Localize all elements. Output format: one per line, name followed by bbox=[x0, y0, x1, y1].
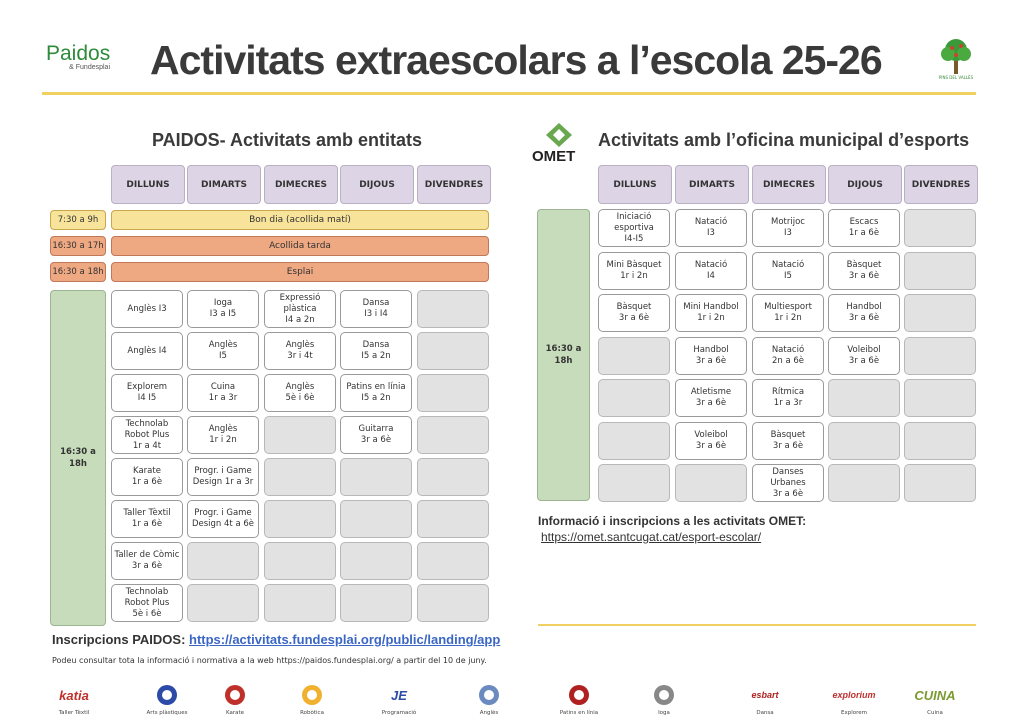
paidos-activity-cell: Technolab Robot Plus 5è i 6è bbox=[111, 584, 183, 622]
sponsor-logo bbox=[735, 683, 795, 723]
paidos-activity-cell: Progr. i Game Design 1r a 3r bbox=[187, 458, 259, 496]
sponsor-caption: Ioga bbox=[658, 710, 670, 716]
omet-empty-slot bbox=[828, 464, 900, 502]
paidos-empty-slot bbox=[264, 416, 336, 454]
paidos-time-label: 16:30 a 18h bbox=[50, 262, 106, 282]
paidos-empty-slot bbox=[417, 374, 489, 412]
paidos-empty-slot bbox=[340, 458, 412, 496]
sponsor-emblem-icon bbox=[653, 684, 675, 706]
paidos-activity-cell: Anglès I4 bbox=[111, 332, 183, 370]
sponsor-caption: Programació bbox=[381, 710, 417, 716]
sponsor-emblem-icon bbox=[568, 684, 590, 706]
paidos-time-label: 16:30 a 17h bbox=[50, 236, 106, 256]
sponsor-caption: Anglès bbox=[479, 710, 499, 716]
omet-empty-slot bbox=[904, 209, 976, 247]
paidos-section-title: PAIDOS- Activitats amb entitats bbox=[152, 130, 423, 150]
paidos-day-header: DIVENDRES bbox=[417, 165, 491, 204]
paidos-empty-slot bbox=[340, 542, 412, 580]
sponsor-emblem-icon bbox=[301, 684, 323, 706]
sponsor-logo-icon bbox=[459, 683, 519, 707]
paidos-slot-bar: Bon dia (acollida matí) bbox=[111, 210, 489, 230]
sponsor-logo-icon bbox=[824, 683, 884, 707]
paidos-activity-cell: Cuina 1r a 3r bbox=[187, 374, 259, 412]
paidos-day-header: DIJOUS bbox=[340, 165, 414, 204]
omet-activity-cell: Handbol 3r a 6è bbox=[828, 294, 900, 332]
paidos-activity-cell: Anglès I5 bbox=[187, 332, 259, 370]
omet-info-label: Informació i inscripcions a les activitats OMET: bbox=[538, 514, 807, 528]
paidos-empty-slot bbox=[264, 500, 336, 538]
school-tree-logo bbox=[934, 36, 978, 84]
sponsor-logo-icon bbox=[44, 683, 104, 707]
omet-activity-cell: Mini Bàsquet 1r i 2n bbox=[598, 252, 670, 290]
omet-empty-slot bbox=[904, 294, 976, 332]
paidos-empty-slot bbox=[417, 584, 489, 622]
omet-day-header: DIMECRES bbox=[752, 165, 826, 204]
paidos-activity-cell: Guitarra 3r a 6è bbox=[340, 416, 412, 454]
sponsor-logo bbox=[824, 683, 884, 723]
omet-activity-cell: Iniciació esportiva I4-I5 bbox=[598, 209, 670, 247]
paidos-info-note: Podeu consultar tota la informació i normativa a la web https://paidos.fundesplai.org/ a partir del 10 de juny. bbox=[52, 656, 487, 665]
sponsor-logo-icon bbox=[137, 683, 197, 707]
paidos-activity-cell: Dansa I5 a 2n bbox=[340, 332, 412, 370]
omet-empty-slot bbox=[598, 464, 670, 502]
sponsor-logo-icon bbox=[369, 683, 429, 707]
omet-empty-slot bbox=[598, 337, 670, 375]
paidos-empty-slot bbox=[187, 542, 259, 580]
paidos-activity-cell: Taller Tèxtil 1r a 6è bbox=[111, 500, 183, 538]
omet-activity-cell: Mini Handbol 1r i 2n bbox=[675, 294, 747, 332]
paidos-activity-cell: Anglès 3r i 4t bbox=[264, 332, 336, 370]
paidos-logo-text: Paidos bbox=[46, 42, 111, 65]
omet-logo bbox=[530, 122, 584, 166]
omet-empty-slot bbox=[675, 464, 747, 502]
omet-activity-cell: Rítmica 1r a 3r bbox=[752, 379, 824, 417]
omet-empty-slot bbox=[828, 379, 900, 417]
omet-logo-text: OMET bbox=[532, 148, 576, 165]
omet-day-header: DILLUNS bbox=[598, 165, 672, 204]
omet-empty-slot bbox=[904, 337, 976, 375]
omet-block-time: 16:30 a 18h bbox=[537, 209, 590, 501]
paidos-time-label: 7:30 a 9h bbox=[50, 210, 106, 230]
paidos-activity-cell: Anglès 5è i 6è bbox=[264, 374, 336, 412]
paidos-activity-cell: Dansa I3 i I4 bbox=[340, 290, 412, 328]
paidos-empty-slot bbox=[264, 458, 336, 496]
paidos-empty-slot bbox=[187, 584, 259, 622]
omet-activity-cell: Voleibol 3r a 6è bbox=[828, 337, 900, 375]
page-title: Activitats extraescolars a l’escola 25-26 bbox=[150, 37, 882, 83]
paidos-slot-bar: Acollida tarda bbox=[111, 236, 489, 256]
paidos-activity-cell: Progr. i Game Design 4t a 6è bbox=[187, 500, 259, 538]
paidos-activity-cell: Karate 1r a 6è bbox=[111, 458, 183, 496]
sponsor-logo bbox=[205, 683, 265, 723]
sponsor-caption: Karate bbox=[225, 710, 245, 716]
omet-activity-cell: Handbol 3r a 6è bbox=[675, 337, 747, 375]
paidos-activity-cell: Ioga I3 a I5 bbox=[187, 290, 259, 328]
sponsor-emblem-icon bbox=[224, 684, 246, 706]
omet-activity-cell: Motrijoc I3 bbox=[752, 209, 824, 247]
omet-empty-slot bbox=[904, 379, 976, 417]
paidos-activity-cell: Technolab Robot Plus 1r a 4t bbox=[111, 416, 183, 454]
title-divider bbox=[42, 92, 976, 95]
paidos-block-time: 16:30 a 18h bbox=[50, 290, 106, 626]
omet-empty-slot bbox=[598, 422, 670, 460]
sponsor-logo-text: katia bbox=[59, 687, 89, 703]
sponsor-emblem-icon bbox=[156, 684, 178, 706]
sponsor-emblem-icon bbox=[478, 684, 500, 706]
paidos-slot-bar: Esplai bbox=[111, 262, 489, 282]
sponsor-logo-text: explorium bbox=[832, 690, 876, 700]
sponsor-caption: Patins en línia bbox=[559, 710, 599, 716]
sponsor-logo bbox=[459, 683, 519, 723]
omet-activity-cell: Natació I4 bbox=[675, 252, 747, 290]
sponsor-logo-icon bbox=[905, 683, 965, 707]
fundesplai-logo-text: & Fundesplai bbox=[69, 64, 110, 71]
omet-empty-slot bbox=[904, 252, 976, 290]
sponsor-caption: Robòtica bbox=[300, 710, 324, 716]
sponsor-caption: Dansa bbox=[756, 710, 774, 716]
sponsor-logo-icon bbox=[634, 683, 694, 707]
sponsor-caption: Arts plàstiques bbox=[146, 710, 188, 716]
paidos-empty-slot bbox=[417, 542, 489, 580]
paidos-activity-cell: Anglès I3 bbox=[111, 290, 183, 328]
sponsor-logo-text: esbart bbox=[751, 690, 779, 700]
paidos-empty-slot bbox=[340, 584, 412, 622]
omet-empty-slot bbox=[904, 422, 976, 460]
paidos-empty-slot bbox=[264, 542, 336, 580]
paidos-activity-cell: Taller de Còmic 3r a 6è bbox=[111, 542, 183, 580]
omet-activity-cell: Atletisme 3r a 6è bbox=[675, 379, 747, 417]
sponsor-logo-icon bbox=[282, 683, 342, 707]
school-logo-caption: PINS DEL VALLÈS bbox=[938, 75, 974, 80]
sponsor-logo-icon bbox=[735, 683, 795, 707]
sponsor-logo bbox=[369, 683, 429, 723]
sponsor-logo-icon bbox=[549, 683, 609, 707]
omet-activity-cell: Escacs 1r a 6è bbox=[828, 209, 900, 247]
paidos-logo bbox=[46, 44, 116, 76]
omet-activity-cell: Bàsquet 3r a 6è bbox=[598, 294, 670, 332]
omet-diamond-icon bbox=[544, 122, 574, 148]
paidos-empty-slot bbox=[417, 458, 489, 496]
paidos-activity-cell: Patins en línia I5 a 2n bbox=[340, 374, 412, 412]
omet-empty-slot bbox=[904, 464, 976, 502]
sponsor-logo-text: CUINA bbox=[914, 687, 956, 703]
omet-activity-cell: Natació 2n a 6è bbox=[752, 337, 824, 375]
paidos-empty-slot bbox=[264, 584, 336, 622]
sponsor-caption: Cuina bbox=[927, 710, 943, 716]
omet-activity-cell: Natació I3 bbox=[675, 209, 747, 247]
sponsor-logo bbox=[44, 683, 104, 723]
paidos-empty-slot bbox=[417, 416, 489, 454]
omet-activity-cell: Natació I5 bbox=[752, 252, 824, 290]
sponsor-caption: Explorem bbox=[841, 710, 867, 716]
paidos-empty-slot bbox=[340, 500, 412, 538]
paidos-empty-slot bbox=[417, 332, 489, 370]
sponsor-logo-text: JE bbox=[391, 687, 407, 703]
omet-empty-slot bbox=[598, 379, 670, 417]
paidos-day-header: DILLUNS bbox=[111, 165, 185, 204]
omet-empty-slot bbox=[828, 422, 900, 460]
omet-day-header: DIJOUS bbox=[828, 165, 902, 204]
paidos-day-header: DIMARTS bbox=[187, 165, 261, 204]
paidos-activity-cell: Anglès 1r i 2n bbox=[187, 416, 259, 454]
sponsor-caption: Taller Tèxtil bbox=[58, 710, 90, 716]
omet-divider bbox=[538, 624, 976, 626]
sponsor-logo bbox=[634, 683, 694, 723]
paidos-activity-cell: Explorem I4 I5 bbox=[111, 374, 183, 412]
paidos-empty-slot bbox=[417, 290, 489, 328]
paidos-empty-slot bbox=[417, 500, 489, 538]
sponsor-logo-icon bbox=[205, 683, 265, 707]
paidos-inscriptions-label: Inscripcions PAIDOS: bbox=[52, 632, 186, 647]
omet-info-link[interactable]: https://omet.santcugat.cat/esport-escolar/ bbox=[541, 530, 762, 544]
omet-day-header: DIMARTS bbox=[675, 165, 749, 204]
sponsor-logo bbox=[549, 683, 609, 723]
paidos-activity-cell: Expressió plàstica I4 a 2n bbox=[264, 290, 336, 328]
omet-activity-cell: Danses Urbanes 3r a 6è bbox=[752, 464, 824, 502]
omet-activity-cell: Multiesport 1r i 2n bbox=[752, 294, 824, 332]
tree-icon bbox=[934, 36, 978, 76]
omet-day-header: DIVENDRES bbox=[904, 165, 978, 204]
sponsor-logo bbox=[282, 683, 342, 723]
paidos-inscriptions-link[interactable]: https://activitats.fundesplai.org/public/landing/app bbox=[189, 632, 501, 647]
omet-activity-cell: Voleibol 3r a 6è bbox=[675, 422, 747, 460]
sponsor-logo bbox=[137, 683, 197, 723]
paidos-day-header: DIMECRES bbox=[264, 165, 338, 204]
omet-section-title: Activitats amb l’oficina municipal d’esports bbox=[598, 130, 970, 150]
omet-activity-cell: Bàsquet 3r a 6è bbox=[752, 422, 824, 460]
omet-activity-cell: Bàsquet 3r a 6è bbox=[828, 252, 900, 290]
sponsor-logo bbox=[905, 683, 965, 723]
